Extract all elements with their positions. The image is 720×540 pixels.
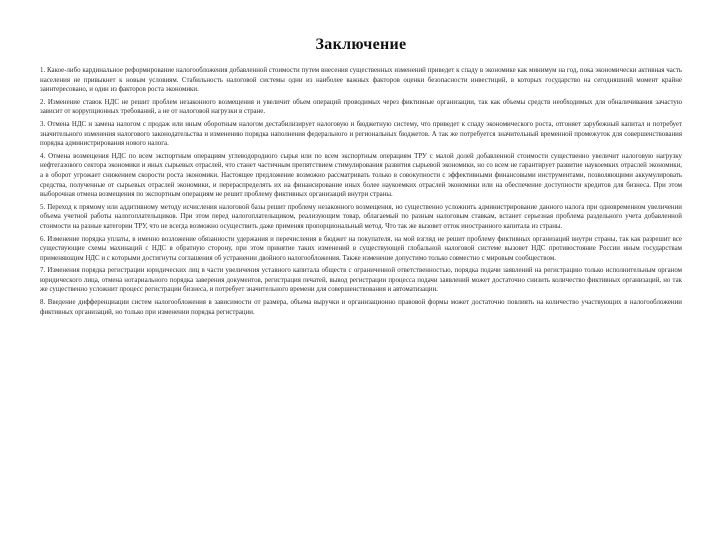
page-title: Заключение <box>315 36 407 53</box>
conclusion-item-5: 5. Переход к прямому или аддитивному методу исчисления налоговой базы решит проблему незаконного возмещения, но существенно усложнить администрирование данного налога при одновременном увеличении объема учетной работы налогоплательщиков. При этом перед налогоплательщиком, реализующим товар, облагаемый по разным налоговым ставкам, встанет серьезная проблема раздельного учета добавленной стоимости на разные категории ТРУ, что не всегда возможно осуществить даже применяя пропорциональный метод. Что так же вызовет отток иностранного капитала из страны. <box>40 203 682 230</box>
conclusion-list <box>40 66 682 317</box>
conclusion-item-6: 6. Изменение порядка уплаты, в именно возложение обязанности удержания и перечисления в бюджет на покупателя, на мой взгляд не решит проблему фиктивных организаций внутри страны, так как разрешит все существующие схемы махинаций с НДС в обратную сторону, при этом принятие таких изменений в существующей глобальной налоговой системе вызовет НДС противостояние России иным государствам применяющим НДС и с которыми достигнуты соглашения об устранении двойного налогообложения. Также изменение допустимо только совместно с мировым сообществом. <box>40 235 682 262</box>
conclusion-item-3: 3. Отмена НДС и замена налогом с продаж или иным оборотным налогом дестабилизирует налоговую и бюджетную систему, что приведет к спаду экономического роста, отгоняет зарубежный капитал и потребует значительного изменения налогового законодательства и изменению порядка наполнения федерального и региональных бюджетов. А так же потребуется значительный временной промежуток для совершенствования порядка администрирования нового налога. <box>40 120 682 148</box>
conclusion-item-4: 4. Отмена возмещения НДС по всем экспортным операциям углеводородного сырья или по всем экспортным операциям ТРУ с малой долей добавленной стоимости существенно увеличит налоговую нагрузку нефтегазового сектора экономики и иных сырьевых отраслей, что станет частичным препятствием стимулирования развития сырьевой экономики, но со всем не гарантирует развитие наукоемких отраслей экономики, а в оборот угрожает снижением скорости роста экономики. Настоящее предложение возможно рассматривать только в совокупности с эффективными финансовыми инструментами, позволяющими аккумулировать средства, полученные от сырьевых отраслей экономики, и перераспределять их на финансирование иных более наукоемких отраслей экономики или на обеспечение доступности кредитов для бизнеса. При этом выборочная отмена возмещения по экспортным операциям не решит проблему фиктивных организаций внутри страны. <box>40 152 682 199</box>
conclusion-item-7: 7. Изменения порядка регистрации юридических лиц в части увеличения уставного капитала обществ с ограниченной ответственностью, порядка подачи заявлений на регистрацию только исполнительным органом юридического лица, отмена нотариального порядка заверения документов, регистрация печатей, вывод регистрации процесса подачи заявлений может достаточно снизить количество фиктивных организаций, но так же существенно усложнит процесс регистрации бизнеса, и потребует значительного времени для совершенствования и автоматизации. <box>40 267 682 294</box>
conclusion-item-2: 2. Изменение ставок НДС не решит проблем незаконного возмещения и увеличит объем операций проводимых через фиктивные организации, так как объемы средств необходимых для обналичивания зачастую зависит от коррупционных требований, а не от налоговой нагрузки в стране. <box>40 98 682 116</box>
conclusion-item-1: 1. Какое-либо кардинальное реформирование налогообложения добавленной стоимости путем внесения существенных изменений приведет к спаду в экономике как минимум на год, пока экономически активная часть населения не привыкнет к новым условиям. Стабильность налоговой системы одни из наиболее важных факторов оценки безопасности инвестиций, в которых государство на сегодняшний момент крайне заинтересовано, и один из факторов роста экономики. <box>40 67 682 94</box>
conclusion-item-8: 8. Введение дифференциации систем налогообложения в зависимости от размера, объема выручки и организационно правовой формы может достаточно повлиять на количество участвующих в налогообложении фиктивных организаций, но только при изменении порядка регистрации. <box>40 299 682 316</box>
